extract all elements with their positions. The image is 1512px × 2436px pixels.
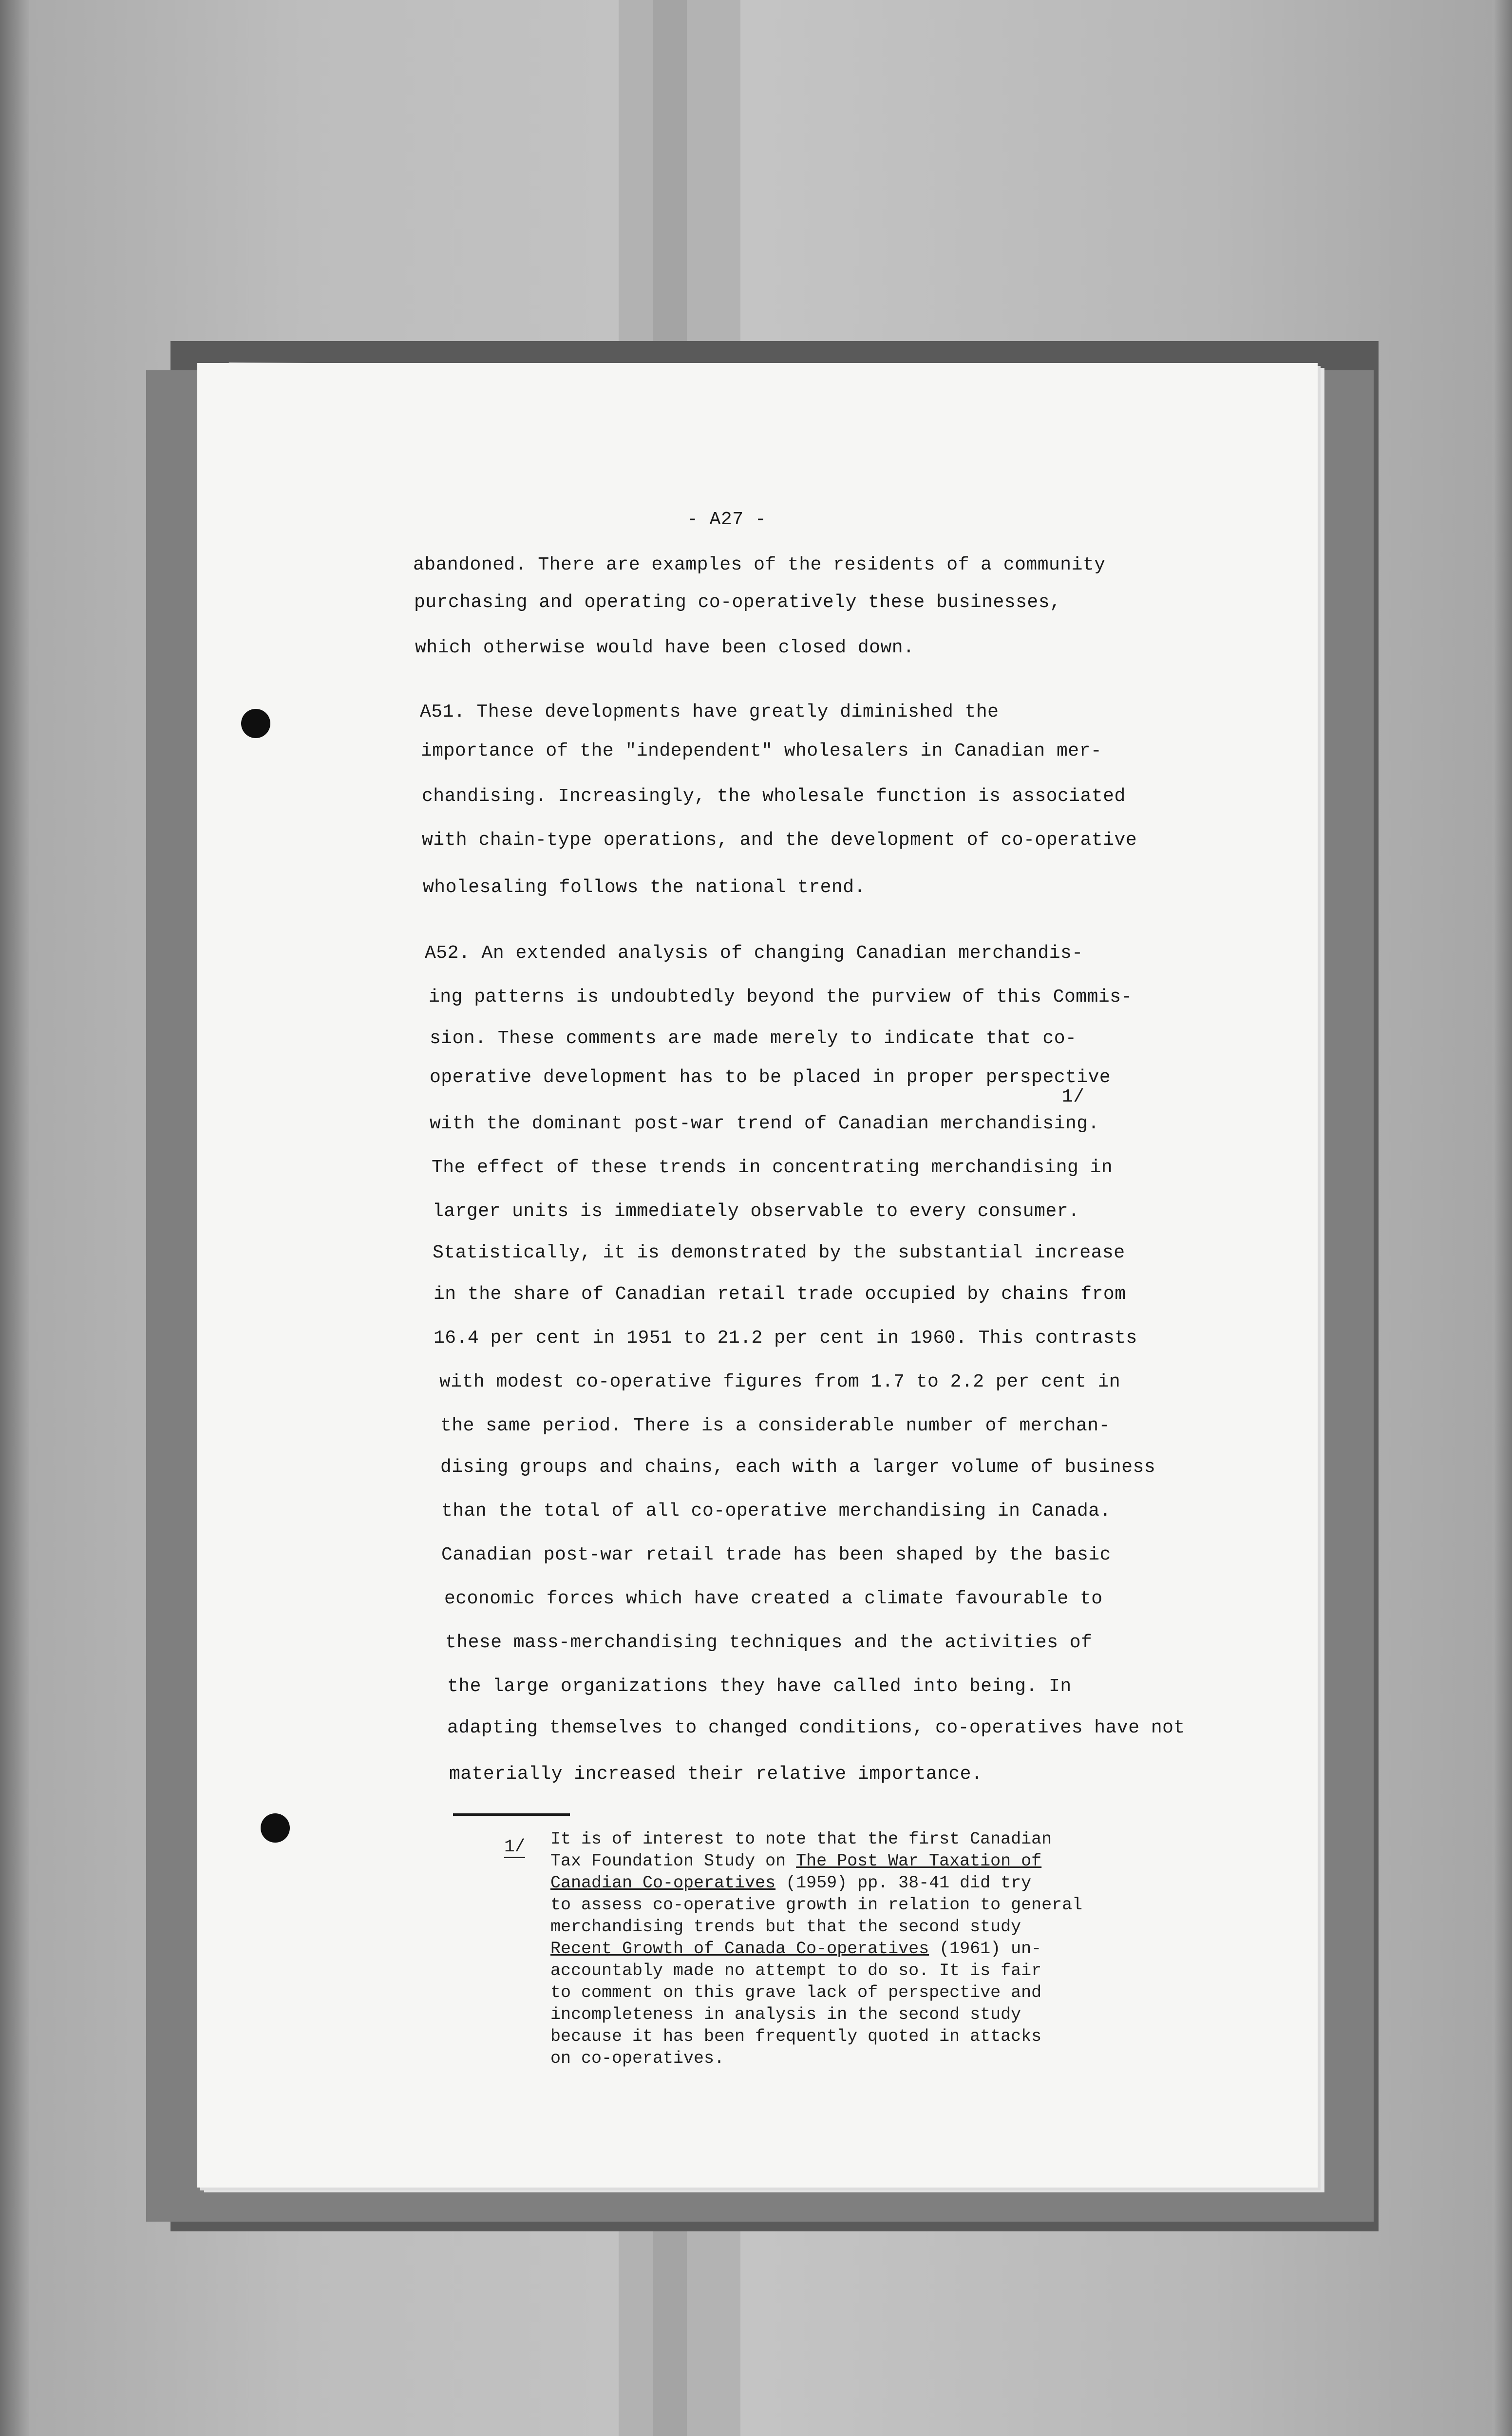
page-number: - A27 -	[687, 509, 767, 530]
footnote-cited-title: Canadian Co-operatives	[550, 1873, 776, 1893]
body-line: purchasing and operating co-operatively these businesses,	[414, 592, 1061, 613]
body-line: ing patterns is undoubtedly beyond the purview of this Commis-	[429, 987, 1133, 1008]
body-line: chandising. Increasingly, the wholesale function is associated	[422, 786, 1126, 807]
footnote-line: to assess co-operative growth in relation to general	[550, 1895, 1083, 1915]
body-line: materially increased their relative importance.	[449, 1764, 983, 1785]
footnote-line: on co-operatives.	[550, 2049, 725, 2068]
footnote-cited-title: The Post War Taxation of	[796, 1851, 1042, 1871]
film-edge-left	[0, 0, 29, 2436]
footnote-text: Tax Foundation Study on	[550, 1851, 796, 1871]
body-line: The effect of these trends in concentrating merchandising in	[432, 1157, 1113, 1178]
film-edge-right	[1493, 0, 1512, 2436]
footnote-number: 1/	[504, 1837, 525, 1858]
footnote-line: It is of interest to note that the first Canadian	[550, 1829, 1052, 1849]
body-line: sion. These comments are made merely to indicate that co-	[430, 1028, 1077, 1049]
body-line: which otherwise would have been closed down.	[415, 637, 915, 658]
body-line: the large organizations they have called into being. In	[447, 1676, 1072, 1697]
body-line: the same period. There is a considerable number of merchan-	[440, 1415, 1110, 1436]
body-line: these mass-merchandising techniques and the activities of	[445, 1632, 1093, 1653]
footnote-text: (1961) un-	[929, 1939, 1042, 1959]
punch-hole-top	[241, 709, 270, 738]
footnote-line: to comment on this grave lack of perspective and	[550, 1983, 1042, 2002]
footnote-line: because it has been frequently quoted in attacks	[550, 2027, 1042, 2046]
body-line: Statistically, it is demonstrated by the substantial increase	[433, 1242, 1125, 1263]
paragraph-a51: A51. These developments have greatly diminished the	[420, 702, 999, 723]
footnote-cited-title: Recent Growth of Canada Co-operatives	[550, 1939, 929, 1959]
body-line: than the total of all co-operative merchandising in Canada.	[441, 1501, 1111, 1522]
body-line: Canadian post-war retail trade has been shaped by the basic	[441, 1544, 1111, 1565]
footnote-line: accountably made no attempt to do so. It is fair	[550, 1961, 1042, 1980]
body-line: wholesaling follows the national trend.	[423, 877, 866, 898]
body-line: in the share of Canadian retail trade occupied by chains from	[434, 1284, 1126, 1305]
body-line: larger units is immediately observable to every consumer.	[433, 1201, 1080, 1222]
footnote-marker: 1/	[1062, 1086, 1085, 1107]
footnote-separator	[453, 1813, 570, 1816]
footnote-line	[550, 1873, 1031, 1893]
body-line: with modest co-operative figures from 1.7 to 2.2 per cent in	[439, 1371, 1121, 1392]
footnote-line	[550, 1851, 1041, 1871]
paragraph-a52: A52. An extended analysis of changing Canadian merchandis-	[425, 943, 1083, 964]
body-line: adapting themselves to changed conditions, co-operatives have not	[447, 1717, 1185, 1738]
footnote-line: incompleteness in analysis in the second study	[550, 2005, 1021, 2024]
footnote-text: (1959) pp. 38-41 did try	[775, 1873, 1032, 1893]
footnote-line	[550, 1939, 1041, 1959]
body-line: 16.4 per cent in 1951 to 21.2 per cent in 1960. This contrasts	[434, 1328, 1137, 1349]
body-line: importance of the "independent" wholesalers in Canadian mer-	[421, 741, 1102, 761]
body-line: with the dominant post-war trend of Canadian merchandising.	[430, 1113, 1099, 1134]
body-line: dising groups and chains, each with a larger volume of business	[440, 1457, 1156, 1478]
body-line: with chain-type operations, and the development of co-operative	[422, 830, 1137, 851]
body-line: operative development has to be placed in proper perspective	[430, 1067, 1111, 1088]
body-line: abandoned. There are examples of the residents of a community	[413, 554, 1106, 575]
body-line: economic forces which have created a climate favourable to	[444, 1588, 1103, 1609]
punch-hole-bottom	[261, 1813, 290, 1843]
footnote-line: merchandising trends but that the second study	[550, 1917, 1021, 1937]
